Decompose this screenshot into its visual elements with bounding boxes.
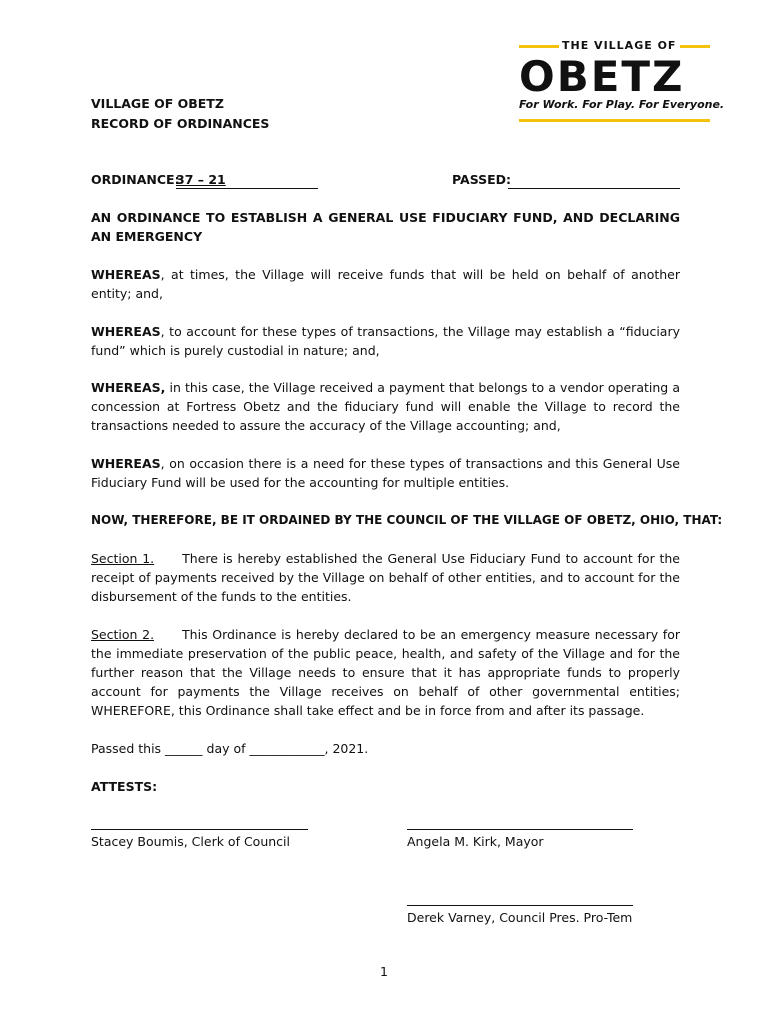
whereas-clause-3 bbox=[91, 378, 680, 435]
logo-accent-line-left bbox=[519, 45, 559, 48]
clerk-name: Stacey Boumis, Clerk of Council bbox=[91, 834, 290, 849]
council-pres-name: Derek Varney, Council Pres. Pro-Tem bbox=[407, 910, 633, 925]
whereas-lead: WHEREAS bbox=[91, 324, 161, 339]
whereas-clause-1 bbox=[91, 265, 680, 303]
ordinance-number-text: 37 – 21 bbox=[176, 172, 226, 187]
whereas-lead: WHEREAS bbox=[91, 456, 161, 471]
clerk-signature-line bbox=[91, 829, 308, 830]
whereas-clause-2 bbox=[91, 322, 680, 360]
section-label: Section 2. bbox=[91, 627, 155, 642]
whereas-lead: WHEREAS, bbox=[91, 380, 166, 395]
whereas-text: in this case, the Village received a payment that belongs to a vendor operating a concession at Fortress Obetz and the fiduciary fund will enable the Village to record the transactions needed to assure the accuracy of the Village accounting; and, bbox=[91, 380, 680, 433]
whereas-text: , to account for these types of transactions, the Village may establish a “fiduciary fund” which is purely custodial in nature; and, bbox=[91, 324, 680, 358]
ordinance-number bbox=[176, 170, 318, 189]
passed-this-line: Passed this ______ day of ____________, 2021. bbox=[91, 741, 369, 756]
ordinance-title: AN ORDINANCE TO ESTABLISH A GENERAL USE FIDUCIARY FUND, AND DECLARING AN EMERGENCY bbox=[91, 210, 680, 244]
attests-label: ATTESTS: bbox=[91, 779, 158, 794]
whereas-lead: WHEREAS bbox=[91, 267, 161, 282]
ordained-statement: NOW, THEREFORE, BE IT ORDAINED BY THE COUNCIL OF THE VILLAGE OF OBETZ, OHIO, THAT: bbox=[91, 513, 723, 527]
logo-name: OBETZ bbox=[519, 52, 685, 101]
ordinance-label: ORDINANCE: bbox=[91, 172, 180, 187]
logo-accent-line-bottom bbox=[519, 119, 710, 122]
section-1 bbox=[91, 549, 680, 606]
logo-tagline: For Work. For Play. For Everyone. bbox=[519, 98, 725, 111]
passed-blank-line bbox=[508, 188, 680, 189]
whereas-text: , at times, the Village will receive funds that will be held on behalf of another entity; and, bbox=[91, 267, 680, 301]
section-text: This Ordinance is hereby declared to be an emergency measure necessary for the immediate preservation of the public peace, health, and safety of the Village and for the further reason that the Village needs to ensure that it has appropriate funds to properly account for payments the Village receives on behalf of other governmental entities; WHEREFORE, this Ordinance shall take effect and be in force from and after its passage. bbox=[91, 627, 680, 718]
section-label: Section 1. bbox=[91, 551, 155, 566]
logo-accent-line-right bbox=[680, 45, 710, 48]
page-number: 1 bbox=[380, 964, 388, 979]
mayor-name: Angela M. Kirk, Mayor bbox=[407, 834, 544, 849]
ordinance-number-underline bbox=[176, 188, 318, 189]
council-pres-signature-line bbox=[407, 905, 633, 906]
whereas-text: , on occasion there is a need for these types of transactions and this General Use Fiduciary Fund will be used for the accounting for multiple entities. bbox=[91, 456, 680, 490]
whereas-clause-4 bbox=[91, 454, 680, 492]
logo-top-text: THE VILLAGE OF bbox=[562, 39, 677, 52]
section-2 bbox=[91, 625, 680, 720]
header-village: VILLAGE OF OBETZ bbox=[91, 96, 224, 111]
header-record: RECORD OF ORDINANCES bbox=[91, 116, 270, 131]
passed-label: PASSED: bbox=[452, 172, 512, 187]
mayor-signature-line bbox=[407, 829, 633, 830]
section-text: There is hereby established the General Use Fiduciary Fund to account for the receipt of payments received by the Village on behalf of other entities, and to account for the disbursement of the funds to the entities. bbox=[91, 551, 680, 604]
